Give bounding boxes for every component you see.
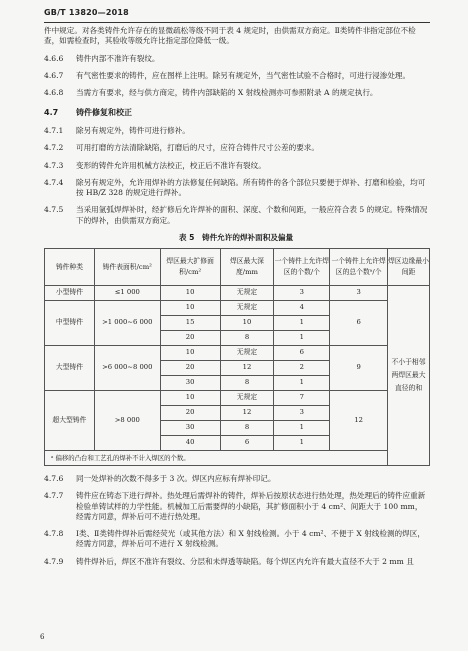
cell-fix: 20 bbox=[160, 361, 220, 376]
standard-header: GB/T 13820—2018 bbox=[44, 8, 129, 17]
table-footnote-row bbox=[45, 451, 430, 466]
cell-fix: 30 bbox=[160, 376, 220, 391]
cell-count: 1 bbox=[274, 436, 330, 451]
table-row bbox=[45, 346, 430, 361]
cell-depth: 6 bbox=[220, 436, 274, 451]
cell-count: 3 bbox=[274, 286, 330, 301]
th-depth: 焊区最大深度/mm bbox=[220, 249, 274, 286]
section-heading: 4.7 铸件修复和校正 bbox=[44, 108, 132, 118]
clause-4-7-8: 4.7.8 Ⅰ类、Ⅱ类铸件焊补后需经荧光（或其他方法）和 X 射线检测。小于 4 cm²、不便于 X 射线检测的焊区，经需方同意，焊补后可不进行 X 射线检测。 bbox=[44, 529, 425, 549]
cell-total: 9 bbox=[330, 346, 388, 391]
cell-fix: 20 bbox=[160, 331, 220, 346]
cell-fix: 20 bbox=[160, 406, 220, 421]
spacer bbox=[44, 466, 428, 474]
cell-count: 1 bbox=[274, 376, 330, 391]
clause-4-6-8: 4.6.8 当需方有要求，经与供方商定，铸件内部缺陷的 X 射线检测亦可参照附录 A 的规定执行。 bbox=[44, 88, 378, 97]
cell-depth: 无规定 bbox=[220, 391, 274, 406]
cell-type: 小型铸件 bbox=[45, 286, 95, 301]
th-area: 铸件表面积/cm² bbox=[94, 249, 160, 286]
clause-list-4-7-cont bbox=[44, 474, 428, 567]
clause-4-6-6: 4.6.6 铸件内部不准许有裂纹。 bbox=[44, 53, 160, 63]
content bbox=[44, 26, 428, 574]
cell-count: 1 bbox=[274, 421, 330, 436]
cell-count: 1 bbox=[274, 331, 330, 346]
cell-total: 6 bbox=[330, 301, 388, 346]
continued-paragraph: 件中规定。对各类铸件允许存在的显微疏松等级不同于表 4 规定时，由供需双方商定。Ⅱ类铸件非指定部位不检查，如需检查时，其验收等级允许比指定部位降低一级。 bbox=[44, 26, 416, 46]
cell-type: 中型铸件 bbox=[45, 301, 95, 346]
clause-4-7-1: 4.7.1 除另有规定外，铸件可进行修补。 bbox=[44, 126, 190, 136]
cell-depth: 无规定 bbox=[220, 301, 274, 316]
page-number: 6 bbox=[40, 633, 45, 641]
cell-count: 1 bbox=[274, 316, 330, 331]
cell-fix: 10 bbox=[160, 391, 220, 406]
cell-count: 2 bbox=[274, 361, 330, 376]
cell-depth: 无规定 bbox=[220, 286, 274, 301]
cell-depth: 无规定 bbox=[220, 346, 274, 361]
cell-total: 3 bbox=[330, 286, 388, 301]
clause-list-4-6 bbox=[44, 54, 428, 99]
cell-total: 12 bbox=[330, 391, 388, 451]
cell-depth: 12 bbox=[220, 361, 274, 376]
th-count-total: 一个铸件上允许焊区的总个数ᵃ/个 bbox=[330, 249, 388, 286]
cell-fix: 40 bbox=[160, 436, 220, 451]
th-count-one: 一个铸件上允许焊区的个数/个 bbox=[274, 249, 330, 286]
cell-type: 超大型铸件 bbox=[45, 391, 95, 451]
header-rule bbox=[44, 22, 430, 23]
clause-4-7-5: 4.7.5 当采用氩弧焊焊补时，经扩修后允许焊补的面积、深度、个数和间距，一般应符合表 5 的规定。特殊情况下的焊补，由供需双方商定。 bbox=[44, 205, 428, 225]
clause-4-7-7: 4.7.7 铸件应在铸态下进行焊补。热处理后需焊补的铸件，焊补后按原状态进行热处理，热处理后的铸件应重新检验单铸试样的力学性能。机械加工后需要焊的小缺陷，其扩修面积小于 4 cm²、间距大于 100 mm，经需方同意，焊补后可不进行热处理。 bbox=[44, 491, 426, 521]
cell-area: ≤1 000 bbox=[94, 286, 160, 301]
cell-depth: 8 bbox=[220, 421, 274, 436]
clause-4-7-3: 4.7.3 变形的铸件允许用机械方法校正，校正后不准许有裂纹。 bbox=[44, 160, 266, 170]
cell-count: 4 bbox=[274, 301, 330, 316]
cell-area: >1 000~6 000 bbox=[94, 301, 160, 346]
weld-repair-table bbox=[44, 248, 430, 466]
clause-4-7-4: 4.7.4 除另有规定外，允许用焊补的方法修复任何缺陷。所有铸件的各个部位只要便于焊补、打磨和检验，均可按 HB/Z 328 的规定进行焊补。 bbox=[44, 177, 426, 198]
clause-list-4-7 bbox=[44, 126, 428, 226]
cell-fix: 10 bbox=[160, 346, 220, 361]
th-gap: 焊区边缘最小间距 bbox=[388, 249, 430, 286]
th-type: 铸件种类 bbox=[45, 249, 95, 286]
cell-count: 7 bbox=[274, 391, 330, 406]
cell-type: 大型铸件 bbox=[45, 346, 95, 391]
table-header-row bbox=[45, 249, 430, 286]
cell-depth: 8 bbox=[220, 376, 274, 391]
cell-gap: 不小于相邻两焊区最大直径的和 bbox=[388, 286, 430, 466]
clause-4-7-6: 4.7.6 同一处焊补的次数不得多于 3 次。焊区内应标有焊补印记。 bbox=[44, 474, 276, 484]
cell-fix: 30 bbox=[160, 421, 220, 436]
cell-depth: 12 bbox=[220, 406, 274, 421]
cell-count: 3 bbox=[274, 406, 330, 421]
table-row bbox=[45, 286, 430, 301]
cell-depth: 10 bbox=[220, 316, 274, 331]
cell-area: >8 000 bbox=[94, 391, 160, 451]
clause-4-7-2: 4.7.2 可用打磨的方法清除缺陷，打磨后的尺寸，应符合铸件尺寸公差的要求。 bbox=[44, 143, 319, 153]
cell-fix: 10 bbox=[160, 301, 220, 316]
cell-fix: 15 bbox=[160, 316, 220, 331]
cell-fix: 10 bbox=[160, 286, 220, 301]
table-row bbox=[45, 391, 430, 406]
cell-area: >6 000~8 000 bbox=[94, 346, 160, 391]
clause-4-7-9: 4.7.9 铸件焊补后，焊区不准许有裂纹、分层和未焊透等缺陷。每个焊区内允许有最大直径不大于 2 mm 且 bbox=[44, 556, 414, 566]
table-row bbox=[45, 301, 430, 316]
cell-depth: 8 bbox=[220, 331, 274, 346]
th-fix-area: 焊区最大扩修面积/cm² bbox=[160, 249, 220, 286]
cell-count: 6 bbox=[274, 346, 330, 361]
table-footnote: ᵃ 偏移的凸台和工艺孔的焊补不计入焊区的个数。 bbox=[45, 451, 430, 466]
clause-4-6-7: 4.6.7 有气密性要求的铸件，应在图样上注明。除另有规定外，当气密性试验不合格时，可进行浸渗处理。 bbox=[44, 70, 411, 80]
table-title: 表 5 铸件允许的焊补面积及偏量 bbox=[178, 232, 294, 242]
